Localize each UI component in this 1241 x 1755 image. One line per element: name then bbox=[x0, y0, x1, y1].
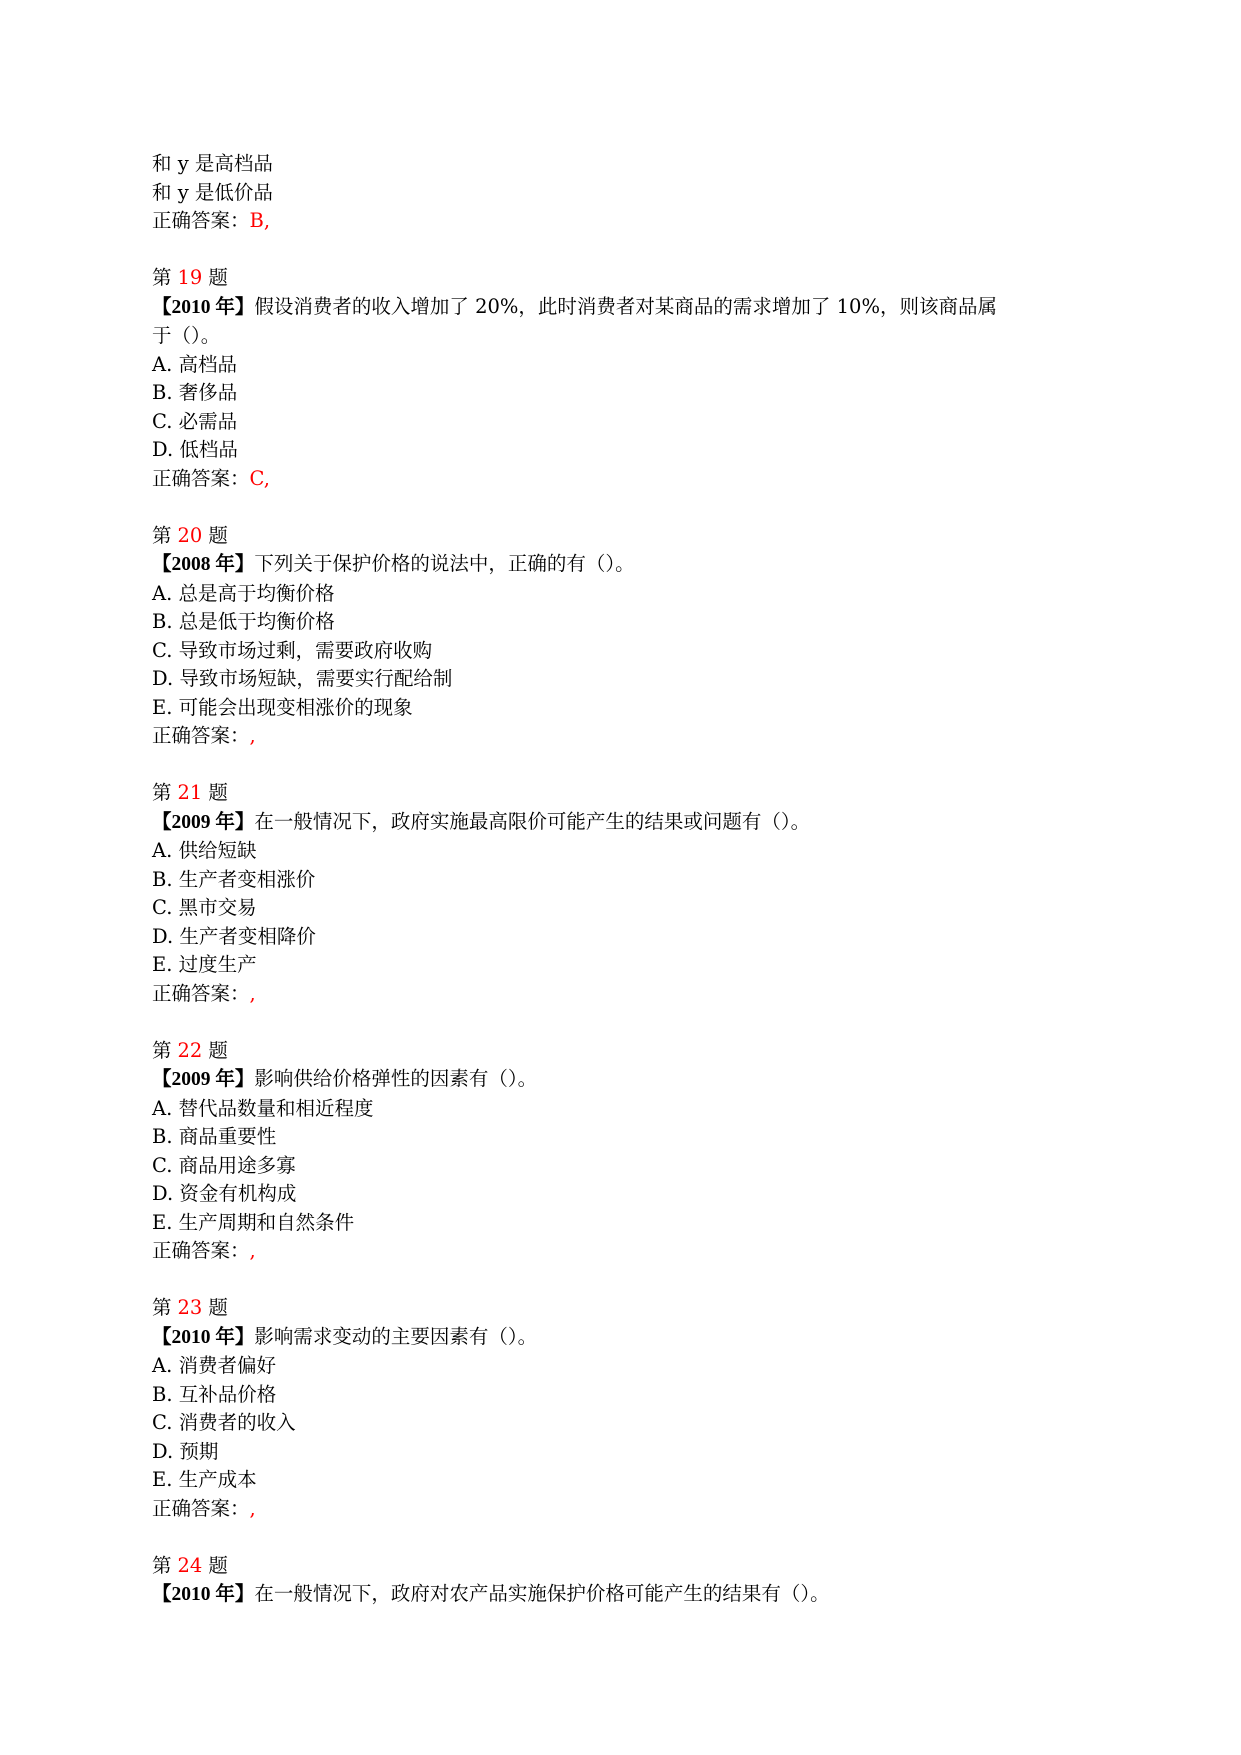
option-text: 和 y 是高档品 bbox=[152, 152, 273, 175]
option-a: A. 高档品 bbox=[152, 352, 237, 376]
answer-line bbox=[152, 1237, 1092, 1266]
question-prefix: 第 bbox=[152, 781, 172, 804]
answer-label: 正确答案： bbox=[152, 1239, 250, 1262]
answer-line bbox=[152, 1495, 1092, 1524]
option-d: D. 资金有机构成 bbox=[152, 1182, 297, 1205]
question-heading bbox=[152, 1294, 1092, 1323]
question-year: 【2010 年】 bbox=[152, 1584, 255, 1605]
question-suffix: 题 bbox=[208, 1553, 228, 1577]
option-b: B. 商品重要性 bbox=[152, 1125, 277, 1148]
spacer bbox=[152, 1266, 1092, 1295]
question-stem-text: 影响需求变动的主要因素有（）。 bbox=[254, 1324, 538, 1348]
question-suffix: 题 bbox=[208, 1296, 228, 1319]
question-number: 19 bbox=[177, 266, 203, 289]
spacer bbox=[152, 493, 1092, 522]
answer-value: , bbox=[249, 1239, 256, 1262]
option-c: C. 商品用途多寡 bbox=[152, 1153, 296, 1177]
option-a: A. 替代品数量和相近程度 bbox=[152, 1096, 374, 1120]
question-stem bbox=[152, 1323, 1092, 1353]
option-b: B. 奢侈品 bbox=[152, 381, 238, 404]
question-prefix: 第 bbox=[152, 1038, 172, 1062]
question-year: 【2008 年】 bbox=[152, 554, 255, 575]
question-stem bbox=[152, 1580, 1092, 1610]
option-d: D. 低档品 bbox=[152, 438, 238, 461]
question-heading bbox=[152, 779, 1092, 808]
question-stem-text: 假设消费者的收入增加了 20%，此时消费者对某商品的需求增加了 10%，则该商品属 bbox=[254, 294, 997, 318]
question-heading bbox=[152, 522, 1092, 551]
option-e: E. 生产周期和自然条件 bbox=[152, 1210, 355, 1234]
option-c: C. 黑市交易 bbox=[152, 896, 257, 919]
option-b: B. 互补品价格 bbox=[152, 1382, 277, 1406]
spacer bbox=[152, 1008, 1092, 1037]
option-text: 和 y 是低价品 bbox=[152, 180, 273, 204]
question-number: 22 bbox=[177, 1038, 203, 1062]
question-number: 24 bbox=[177, 1553, 203, 1577]
option-d: D. 生产者变相降价 bbox=[152, 924, 316, 948]
option-a: A. 消费者偏好 bbox=[152, 1354, 276, 1377]
option-b: B. 生产者变相涨价 bbox=[152, 867, 316, 891]
question-suffix: 题 bbox=[208, 781, 228, 804]
question-stem-text: 在一般情况下，政府对农产品实施保护价格可能产生的结果有（）。 bbox=[254, 1582, 830, 1605]
option-b: B. 总是低于均衡价格 bbox=[152, 610, 335, 633]
question-heading bbox=[152, 1037, 1092, 1066]
answer-value: , bbox=[249, 981, 256, 1005]
spacer bbox=[152, 751, 1092, 780]
question-number: 21 bbox=[177, 781, 203, 804]
option-e: E. 可能会出现变相涨价的现象 bbox=[152, 695, 413, 719]
document-page bbox=[152, 150, 1092, 1610]
answer-line bbox=[152, 465, 1092, 494]
option-c: C. 导致市场过剩，需要政府收购 bbox=[152, 638, 433, 662]
question-heading bbox=[152, 1552, 1092, 1581]
answer-label: 正确答案： bbox=[152, 724, 250, 747]
question-prefix: 第 bbox=[152, 1296, 172, 1319]
answer-value: , bbox=[249, 724, 256, 747]
question-suffix: 题 bbox=[208, 523, 228, 547]
question-prefix: 第 bbox=[152, 1553, 172, 1577]
question-stem bbox=[152, 808, 1092, 838]
answer-value: C, bbox=[249, 466, 270, 490]
question-number: 20 bbox=[177, 523, 203, 547]
question-stem-text: 影响供给价格弹性的因素有（）。 bbox=[254, 1067, 538, 1090]
question-year: 【2010 年】 bbox=[152, 296, 255, 318]
option-c: C. 必需品 bbox=[152, 409, 238, 433]
answer-value: B, bbox=[249, 209, 271, 232]
option-c: C. 消费者的收入 bbox=[152, 1411, 296, 1434]
question-stem bbox=[152, 293, 1092, 323]
option-d: D. 导致市场短缺，需要实行配给制 bbox=[152, 667, 453, 690]
question-stem-text: 下列关于保护价格的说法中，正确的有（）。 bbox=[254, 552, 635, 575]
question-year: 【2010 年】 bbox=[152, 1326, 255, 1348]
question-year: 【2009 年】 bbox=[152, 811, 255, 833]
answer-line bbox=[152, 980, 1092, 1009]
answer-value: , bbox=[249, 1496, 256, 1520]
question-stem-text: 在一般情况下，政府实施最高限价可能产生的结果或问题有（）。 bbox=[254, 809, 811, 833]
spacer bbox=[152, 236, 1092, 265]
answer-label: 正确答案： bbox=[152, 209, 250, 232]
option-e: E. 生产成本 bbox=[152, 1468, 257, 1491]
answer-line bbox=[152, 207, 1092, 236]
option-e: E. 过度生产 bbox=[152, 953, 257, 976]
question-suffix: 题 bbox=[208, 266, 228, 289]
question-stem bbox=[152, 1065, 1092, 1095]
answer-label: 正确答案： bbox=[152, 981, 250, 1005]
question-stem-continued: 于（）。 bbox=[152, 324, 221, 347]
question-suffix: 题 bbox=[208, 1038, 228, 1062]
option-a: A. 总是高于均衡价格 bbox=[152, 581, 335, 605]
question-prefix: 第 bbox=[152, 266, 172, 289]
question-prefix: 第 bbox=[152, 523, 172, 547]
answer-label: 正确答案： bbox=[152, 466, 250, 490]
question-stem bbox=[152, 550, 1092, 580]
question-heading bbox=[152, 264, 1092, 293]
answer-line bbox=[152, 722, 1092, 751]
option-d: D. 预期 bbox=[152, 1439, 219, 1463]
spacer bbox=[152, 1523, 1092, 1552]
answer-label: 正确答案： bbox=[152, 1496, 250, 1520]
option-a: A. 供给短缺 bbox=[152, 839, 257, 862]
question-number: 23 bbox=[177, 1296, 203, 1319]
question-year: 【2009 年】 bbox=[152, 1069, 255, 1090]
